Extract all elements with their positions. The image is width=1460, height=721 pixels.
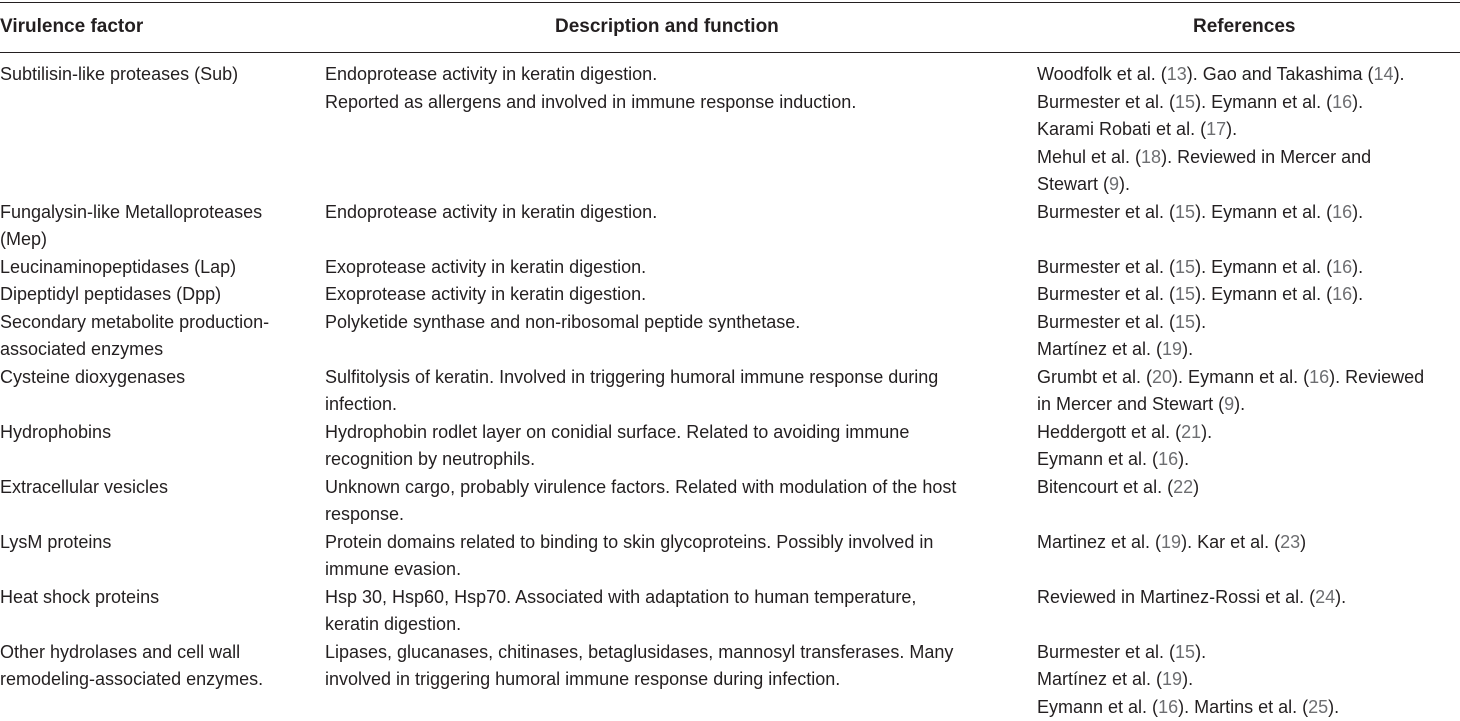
description-text: recognition by neutrophils.: [325, 446, 1037, 474]
virulence-factor-text: Heat shock proteins: [0, 584, 325, 612]
reference-text: Burmester et al. (: [1037, 257, 1175, 277]
description-text: Endoprotease activity in keratin digestion.: [325, 61, 1037, 89]
virulence-factor-cell: [0, 364, 325, 392]
table-body: [0, 61, 1460, 721]
description-text: Exoprotease activity in keratin digestion.: [325, 281, 1037, 309]
reference-text: ). Eymann et al. (: [1195, 284, 1332, 304]
reference-text: ). Eymann et al. (: [1195, 92, 1332, 112]
virulence-factor-text: associated enzymes: [0, 336, 325, 364]
virulence-factor-text: LysM proteins: [0, 529, 325, 557]
virulence-factor-cell: [0, 309, 325, 364]
reference-line: [1037, 116, 1460, 144]
table-row: [0, 309, 1460, 364]
virulence-factor-cell: [0, 474, 325, 502]
reference-line: [1037, 89, 1460, 117]
reference-line: [1037, 336, 1460, 364]
references-cell: [1037, 639, 1460, 721]
description-text: Polyketide synthase and non-ribosomal peptide synthetase.: [325, 309, 1037, 337]
reference-number-link[interactable]: 9: [1224, 394, 1234, 414]
reference-text: ).: [1195, 312, 1206, 332]
description-text: Hsp 30, Hsp60, Hsp70. Associated with adaptation to human temperature,: [325, 584, 1037, 612]
reference-number-link[interactable]: 25: [1308, 697, 1328, 717]
reference-number-link[interactable]: 16: [1332, 92, 1352, 112]
reference-text: ).: [1352, 202, 1363, 222]
table-row: [0, 254, 1460, 282]
reference-number-link[interactable]: 19: [1162, 339, 1182, 359]
reference-text: Burmester et al. (: [1037, 284, 1175, 304]
reference-text: ). Eymann et al. (: [1172, 367, 1309, 387]
reference-line: [1037, 144, 1460, 172]
reference-number-link[interactable]: 15: [1175, 312, 1195, 332]
virulence-factor-text: Dipeptidyl peptidases (Dpp): [0, 281, 325, 309]
reference-number-link[interactable]: 16: [1332, 257, 1352, 277]
reference-text: ). Martins et al. (: [1178, 697, 1308, 717]
header-virulence-factor: Virulence factor: [0, 15, 143, 39]
description-cell: [325, 529, 1037, 584]
reference-number-link[interactable]: 15: [1175, 257, 1195, 277]
reference-line: [1037, 254, 1460, 282]
reference-number-link[interactable]: 22: [1173, 477, 1193, 497]
reference-number-link[interactable]: 23: [1280, 532, 1300, 552]
description-text: Reported as allergens and involved in immune response induction.: [325, 89, 1037, 117]
reference-line: [1037, 584, 1460, 612]
reference-text: Burmester et al. (: [1037, 312, 1175, 332]
description-cell: [325, 281, 1037, 309]
reference-text: ).: [1226, 119, 1237, 139]
references-cell: [1037, 474, 1460, 502]
reference-number-link[interactable]: 13: [1167, 64, 1187, 84]
reference-line: [1037, 391, 1460, 419]
table-row: [0, 199, 1460, 254]
header-references: References: [1193, 15, 1295, 39]
reference-text: Grumbt et al. (: [1037, 367, 1152, 387]
reference-text: ). Kar et al. (: [1181, 532, 1280, 552]
reference-number-link[interactable]: 19: [1161, 532, 1181, 552]
reference-text: ).: [1352, 92, 1363, 112]
reference-number-link[interactable]: 21: [1181, 422, 1201, 442]
reference-text: Eymann et al. (: [1037, 697, 1158, 717]
description-cell: [325, 61, 1037, 116]
virulence-factor-text: Other hydrolases and cell wall: [0, 639, 325, 667]
table-row: [0, 474, 1460, 529]
reference-line: [1037, 694, 1460, 721]
references-cell: [1037, 584, 1460, 612]
description-text: Lipases, glucanases, chitinases, betaglusidases, mannosyl transferases. Many: [325, 639, 1037, 667]
reference-text: ).: [1182, 339, 1193, 359]
reference-number-link[interactable]: 15: [1175, 202, 1195, 222]
reference-text: ). Eymann et al. (: [1195, 202, 1332, 222]
reference-number-link[interactable]: 16: [1158, 449, 1178, 469]
table-row: [0, 419, 1460, 474]
description-text: Sulfitolysis of keratin. Involved in triggering humoral immune response during: [325, 364, 1037, 392]
virulence-factor-text: Hydrophobins: [0, 419, 325, 447]
description-cell: [325, 309, 1037, 337]
virulence-factor-text: remodeling-associated enzymes.: [0, 666, 325, 694]
reference-text: ). Reviewed: [1329, 367, 1424, 387]
reference-text: ).: [1352, 284, 1363, 304]
references-cell: [1037, 254, 1460, 282]
reference-text: Burmester et al. (: [1037, 642, 1175, 662]
description-cell: [325, 364, 1037, 419]
reference-text: ).: [1335, 587, 1346, 607]
header-bottom-rule: [0, 52, 1460, 53]
description-cell: [325, 474, 1037, 529]
virulence-factor-cell: [0, 199, 325, 254]
reference-line: [1037, 666, 1460, 694]
reference-text: ).: [1182, 669, 1193, 689]
reference-line: [1037, 446, 1460, 474]
reference-line: [1037, 61, 1460, 89]
reference-text: ).: [1328, 697, 1339, 717]
references-cell: [1037, 281, 1460, 309]
reference-text: ). Eymann et al. (: [1195, 257, 1332, 277]
virulence-factor-text: Secondary metabolite production-: [0, 309, 325, 337]
reference-number-link[interactable]: 18: [1141, 147, 1161, 167]
table-row: [0, 281, 1460, 309]
reference-text: Stewart (: [1037, 174, 1109, 194]
description-text: immune evasion.: [325, 556, 1037, 584]
virulence-factor-cell: [0, 529, 325, 557]
references-cell: [1037, 419, 1460, 474]
reference-text: ). Reviewed in Mercer and: [1161, 147, 1371, 167]
virulence-factor-cell: [0, 419, 325, 447]
reference-text: Woodfolk et al. (: [1037, 64, 1167, 84]
description-text: involved in triggering humoral immune response during infection.: [325, 666, 1037, 694]
reference-text: ).: [1394, 64, 1405, 84]
description-cell: [325, 639, 1037, 694]
reference-line: [1037, 199, 1460, 227]
reference-line: [1037, 281, 1460, 309]
description-text: Unknown cargo, probably virulence factors. Related with modulation of the host: [325, 474, 1037, 502]
reference-text: Reviewed in Martinez-Rossi et al. (: [1037, 587, 1315, 607]
virulence-factor-text: Extracellular vesicles: [0, 474, 325, 502]
virulence-factor-cell: [0, 281, 325, 309]
reference-number-link[interactable]: 16: [1332, 284, 1352, 304]
references-cell: [1037, 529, 1460, 557]
description-text: keratin digestion.: [325, 611, 1037, 639]
reference-number-link[interactable]: 16: [1158, 697, 1178, 717]
reference-text: Eymann et al. (: [1037, 449, 1158, 469]
reference-text: ). Gao and Takashima (: [1187, 64, 1374, 84]
reference-text: ).: [1178, 449, 1189, 469]
table-row: [0, 61, 1460, 199]
reference-number-link[interactable]: 20: [1152, 367, 1172, 387]
reference-text: Heddergott et al. (: [1037, 422, 1181, 442]
reference-number-link[interactable]: 19: [1162, 669, 1182, 689]
reference-number-link[interactable]: 9: [1109, 174, 1119, 194]
reference-number-link[interactable]: 17: [1206, 119, 1226, 139]
reference-text: Martínez et al. (: [1037, 339, 1162, 359]
reference-number-link[interactable]: 24: [1315, 587, 1335, 607]
reference-text: Burmester et al. (: [1037, 92, 1175, 112]
reference-text: Burmester et al. (: [1037, 202, 1175, 222]
description-text: infection.: [325, 391, 1037, 419]
reference-text: Mehul et al. (: [1037, 147, 1141, 167]
reference-text: ).: [1119, 174, 1130, 194]
references-cell: [1037, 309, 1460, 364]
virulence-factor-cell: [0, 639, 325, 694]
table-row: [0, 639, 1460, 721]
virulence-factor-text: (Mep): [0, 226, 325, 254]
description-cell: [325, 419, 1037, 474]
table-row: [0, 364, 1460, 419]
reference-text: ).: [1234, 394, 1245, 414]
virulence-factor-text: Fungalysin-like Metalloproteases: [0, 199, 325, 227]
reference-number-link[interactable]: 16: [1309, 367, 1329, 387]
references-cell: [1037, 364, 1460, 419]
reference-number-link[interactable]: 15: [1175, 92, 1195, 112]
references-cell: [1037, 61, 1460, 199]
reference-line: [1037, 364, 1460, 392]
description-text: Endoprotease activity in keratin digestion.: [325, 199, 1037, 227]
virulence-factor-cell: [0, 584, 325, 612]
table-row: [0, 529, 1460, 584]
virulence-factor-text: Subtilisin-like proteases (Sub): [0, 61, 325, 89]
reference-text: Bitencourt et al. (: [1037, 477, 1173, 497]
description-text: Exoprotease activity in keratin digestion.: [325, 254, 1037, 282]
reference-line: [1037, 419, 1460, 447]
reference-text: ): [1193, 477, 1199, 497]
virulence-factor-cell: [0, 61, 325, 89]
reference-line: [1037, 171, 1460, 199]
reference-text: ).: [1352, 257, 1363, 277]
reference-number-link[interactable]: 14: [1374, 64, 1394, 84]
table-row: [0, 584, 1460, 639]
reference-text: ).: [1201, 422, 1212, 442]
description-text: Protein domains related to binding to skin glycoproteins. Possibly involved in: [325, 529, 1037, 557]
table-top-rule: [0, 2, 1460, 3]
reference-line: [1037, 474, 1460, 502]
description-cell: [325, 584, 1037, 639]
description-text: Hydrophobin rodlet layer on conidial surface. Related to avoiding immune: [325, 419, 1037, 447]
reference-number-link[interactable]: 15: [1175, 284, 1195, 304]
reference-text: Martínez et al. (: [1037, 669, 1162, 689]
reference-number-link[interactable]: 15: [1175, 642, 1195, 662]
reference-text: in Mercer and Stewart (: [1037, 394, 1224, 414]
reference-line: [1037, 639, 1460, 667]
references-cell: [1037, 199, 1460, 227]
header-description: Description and function: [555, 15, 779, 39]
reference-text: Martinez et al. (: [1037, 532, 1161, 552]
reference-text: Karami Robati et al. (: [1037, 119, 1206, 139]
description-text: response.: [325, 501, 1037, 529]
virulence-factor-text: Cysteine dioxygenases: [0, 364, 325, 392]
virulence-factor-cell: [0, 254, 325, 282]
reference-text: ): [1300, 532, 1306, 552]
description-cell: [325, 199, 1037, 227]
description-cell: [325, 254, 1037, 282]
reference-number-link[interactable]: 16: [1332, 202, 1352, 222]
reference-line: [1037, 529, 1460, 557]
virulence-factor-text: Leucinaminopeptidases (Lap): [0, 254, 325, 282]
reference-text: ).: [1195, 642, 1206, 662]
reference-line: [1037, 309, 1460, 337]
